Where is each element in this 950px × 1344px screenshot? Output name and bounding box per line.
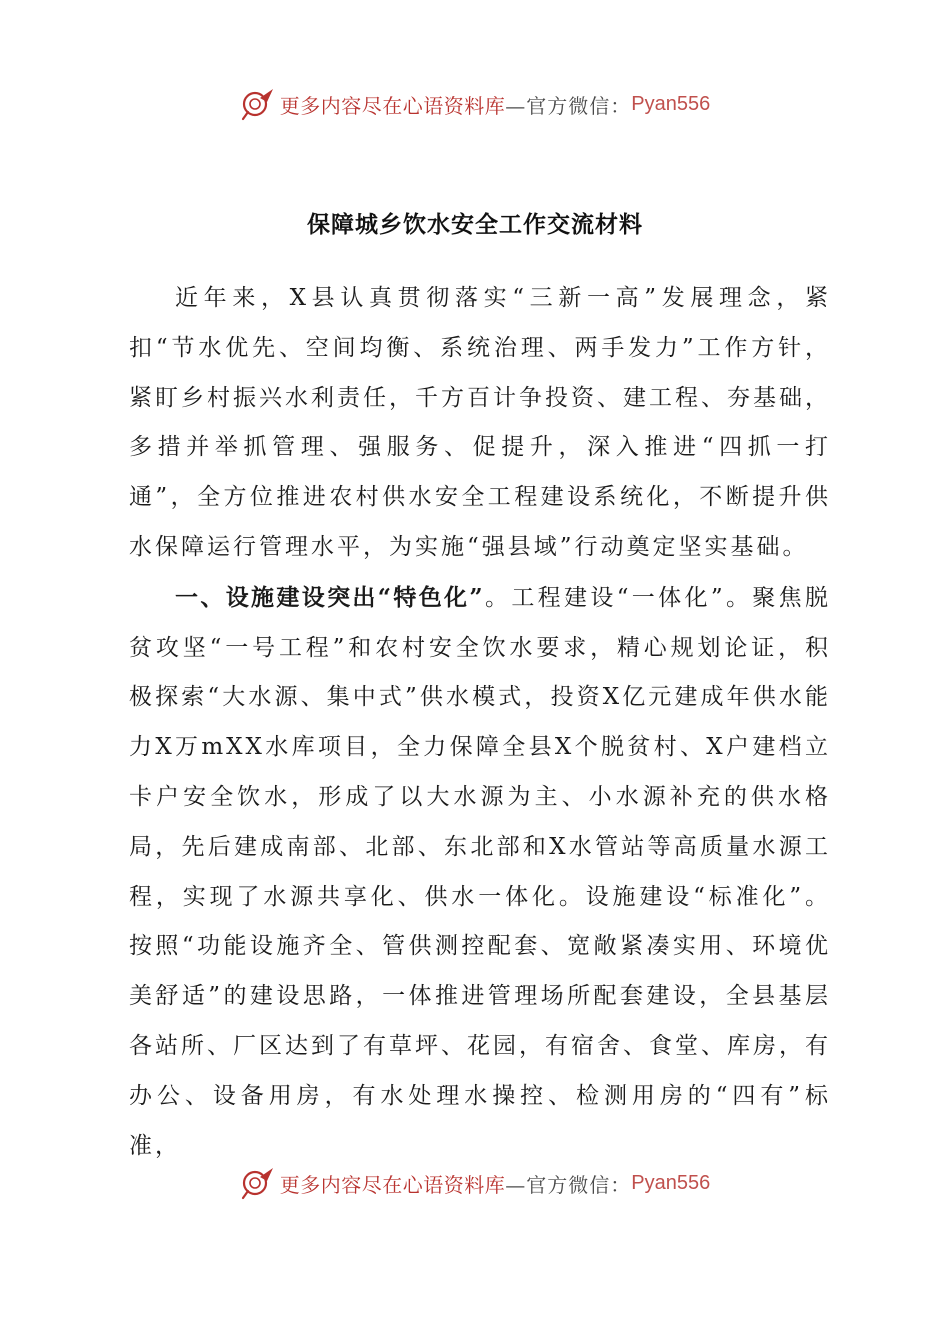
intro-paragraph: 近年来，X县认真贯彻落实“三新一高”发展理念，紧扣“节水优先、空间均衡、系统治理、两手发力”工作方针，紧盯乡村振兴水利责任，千方百计争投资、建工程、夯基础，多措并举抓管理、强服务、促提升，深入推进“四抓一打通”，全方位推进农村供水安全工程建设系统化，不断提升供水保障运行管理水平，为实施“强县域”行动奠定坚实基础。 — [129, 285, 831, 560]
document-title: 保障城乡饮水安全工作交流材料 — [307, 211, 643, 238]
banner-brand-text: 更多内容尽在心语资料库 — [279, 93, 506, 118]
pen-nib-logo-icon — [240, 86, 276, 122]
section-1-heading: 一、设施建设突出“特色化” — [175, 583, 485, 611]
banner-wechat-label: —官方微信： — [505, 93, 632, 118]
banner-wechat-label: —官方微信： — [505, 1172, 632, 1197]
banner-wechat-id: Pyan556 — [631, 1171, 711, 1194]
header-banner — [0, 84, 950, 124]
pen-nib-logo-icon — [240, 1165, 276, 1201]
banner-brand-text: 更多内容尽在心语资料库 — [279, 1172, 506, 1197]
footer-banner — [0, 1163, 950, 1203]
document-body — [129, 274, 831, 1171]
section-1-paragraph — [129, 573, 831, 1172]
banner-wechat-id: Pyan556 — [631, 92, 711, 115]
section-1-body: 。工程建设“一体化”。聚焦脱贫攻坚“一号工程”和农村安全饮水要求，精心规划论证，积极探索“大水源、集中式”供水模式，投资X亿元建成年供水能力X万mXX水库项目，全力保障全县X个脱贫村、X户建档立卡户安全饮水，形成了以大水源为主、小水源补充的供水格局，先后建成南部、北部、东北部和X水管站等高质量水源工程，实现了水源共享化、供水一体化。设施建设“标准化”。按照“功能设施齐全、管供测控配套、宽敞紧凑实用、环境优美舒适”的建设思路，一体推进管理场所配套建设，全县基层各站所、厂区达到了有草坪、花园，有宿舍、食堂、库房，有办公、设备用房，有水处理水操控、检测用房的“四有”标准， — [129, 584, 831, 1159]
